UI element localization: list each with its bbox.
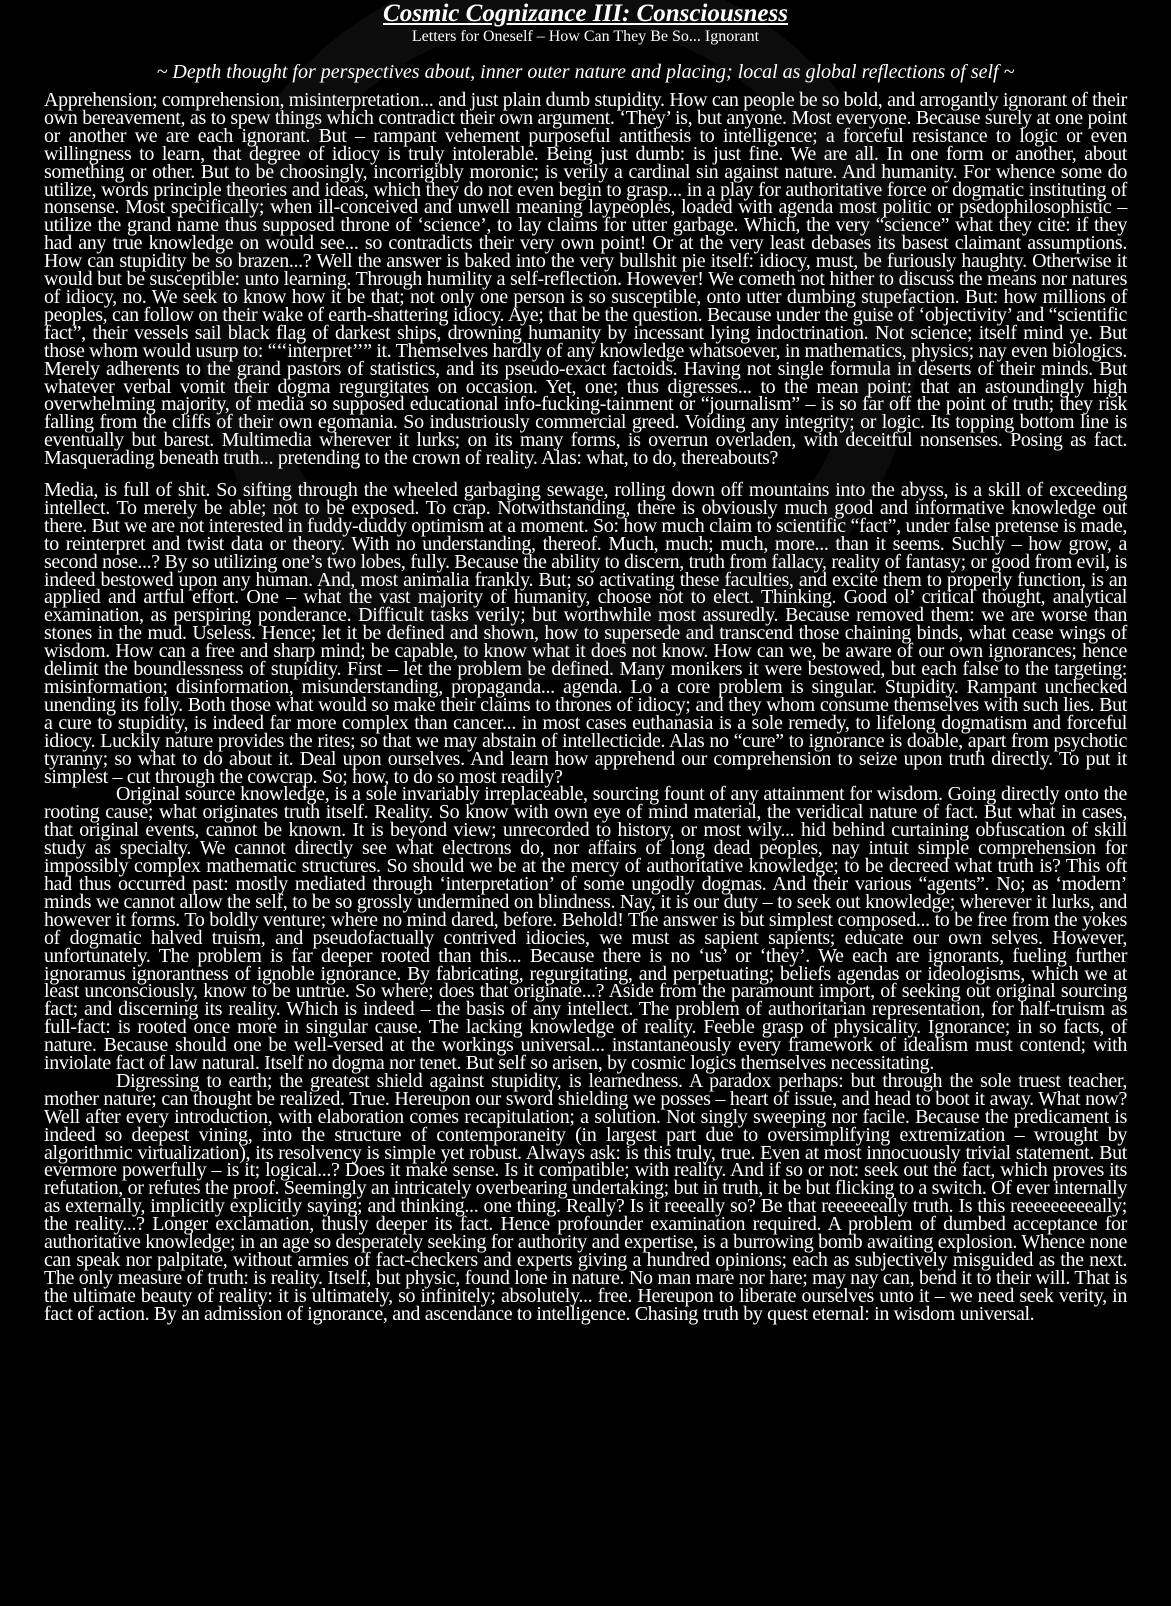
page-title: Cosmic Cognizance III: Consciousness	[383, 0, 788, 27]
paragraph-3: Original source knowledge, is a sole invariably irreplaceable, sourcing fount of any attainment for wisdom. Going directly onto the rooting cause; what originates truth itself. Reality. So know with own eye of mind material, the veridical nature of fact. But what in cases, that original events, cannot be known. It is beyond view; unrecorded to history, or most wily... hid behind curtaining obfuscation of skill study as specialty. We cannot directly see what electrons do, nor affairs of long dead peoples, nay intuit simple comprehension for impossibly complex mathematic structures. So should we be at the mercy of authoritative knowledge; to be decreed what truth is? This oft had thus occurred past: mostly mediated through ‘interpretation’ of some ungodly dogmas. And their various “agents”. No; as ‘modern’ minds we cannot allow the self, to be so grossly undermined on blindness. Nay, it is our duty – to seek out knowledge; wherever it lurks, and however it forms. To boldly venture; where no mind dared, before. Behold! The answer is but simplest composed... to be free from the yokes of dogmatic halved truism, and pseudofactually contrived idiocies, we must as sapient sapients; educate our own selves. However, unfortunately. The problem is far deeper rooted than this... Because there is no ‘us’ or ‘they’. We each are ignorants, fueling further ignoramus ignorantness of ignoble ignorance. By fabricating, regurgitating, and perpetuating; beliefs agendas or ideologisms, which we at least unconsciously, know to be untrue. So where; does that originate...? Aside from the paramount import, of seeking out original sourcing fact; and discerning its reality. Which is indeed – the basis of any intellect. The problem of authoritarian representation, for half-truism as full-fact: is rooted once more in singular cause. The lacking knowledge of reality. Feeble grasp of physicality. Ignorance; in so facts, of nature. Because should one be well-versed at the workings universal... instantaneously every framework of idealism must contend; with inviolate fact of law natural. Itself no dogma nor tenet. But self so arisen, by cosmic logics themselves necessitating.	[44, 783, 1127, 1075]
page-subtitle: Letters for Oneself – How Can They Be So... Ignorant	[411, 28, 760, 45]
page-tagline: ~ Depth thought for perspectives about, inner outer nature and placing; local as global reflections of self ~	[156, 61, 1015, 83]
paragraph-4: Digressing to earth; the greatest shield against stupidity, is learnedness. A paradox perhaps: but through the sole truest teacher, mother nature; can thought be realized. True. Hereupon our sword shielding we posses – heart of issue, and head to boot it away. What now? Well after every introduction, with elaboration comes recapitulation; a solution. Not singly sweeping nor facile. Because the predicament is indeed so deepest vining, into the structure of contemporaneity (in largest part due to oversimplifying extremization – wrought by algorithmic virtualization), its resolvency is simple yet robust. Always ask: is this truly, true. Even at most innocuously trivial statement. But evermore powerfully – is it; logical...? Does it make sense. Is it compatible; with reality. And if so or not: seek out the fact, which proves its refutation, or refutes the proof. Seemingly an intricately overbearing undertaking; but in truth, it be but flicking to a switch. Of ever internally as externally, implicitly explicitly saying; and thinking... one thing. Really? Is it reeeally so? Be that reeeeeeally truth. Is this reeeeeeeeeally; the reality...? Longer exclamation, thusly deeper its fact. Hence profounder examination required. A problem of dumbed acceptance for authoritative knowledge; in an age so desperately seeking for authority and expertise, is a burrowing bomb awaiting explosion. Whence none can speak nor palpitate, without armies of fact-checkers and experts giving a hundred opinions; each as subjectively misguided as the next. The only measure of truth: is reality. Itself, but physic, found lone in nature. No man mare nor hare; may nay can, bend it to their will. That is the ultimate beauty of reality: it is ultimately, so infinitely; absolutely... free. Hereupon to liberate ourselves unto it – we need seek verity, in fact of action. By an admission of ignorance, and ascendance to intelligence. Chasing truth by quest eternal: in wisdom universal.	[44, 1069, 1127, 1325]
paragraph-2: Media, is full of shit. So sifting through the wheeled garbaging sewage, rolling down off mountains into the abyss, is a skill of exceeding intellect. To merely be able; not to be exposed. To crap. Notwithstanding, there is obviously much good and informative knowledge out there. But we are not interested in fuddy-duddy optimism at a moment. So: how much claim to scientific “fact”, under false pretense is made, to reinterpret and twist data or theory. With no understanding, thereof. Much, much; much, more... than it seems. Suchly – how grow, a second nose...? By so utilizing one’s two lobes, fully. Because the ability to discern, truth from fallacy, reality of fantasy; or good from evil, is indeed bestowed upon any human. And, most animalia frankly. But; so activating these faculties, and excite them to properly function, is an applied and artful effort. One – what the vast majority of humanity, choose not to elect. Thinking. Good ol’ critical thought, analytical examination, as perspiring ponderance. Difficult tasks verily; but worthwhile most assuredly. Because removed them: we are worse than stones in the mud. Useless. Hence; let it be defined and shown, how to supersede and transcend those chaining binds, what cease wings of wisdom. How can a free and sharp mind; be capable, to know what it does not know. How can we, be aware of our own ignorances; hence delimit the boundlessness of stupidity. First – let the problem be defined. Many monikers it were bestowed, but each false to the targeting: misinformation; disinformation, misunderstanding, propaganda... agenda. Lo a core problem is singular. Stupidity. Rampant unchecked unending its folly. Both those what would so make their claims to thrones of idiocy; and they whom consume themselves with such lies. But a cure to stupidity, is indeed far more complex than cancer... in most cases euthanasia is a sole remedy, to lifelong dogmatism and forceful idiocy. Luckily nature provides the rites; so that we may abstain of intellecticide. Alas no “cure” to ignorance is doable, apart from psychotic tyranny; so what to do about it. Deal upon ourselves. And learn how apprehend our comprehension to seize upon truth directly. To put it simplest – cut through the cowcrap. So; how, to do so most readily?	[44, 479, 1127, 788]
paragraph-1: Apprehension; comprehension, misinterpretation... and just plain dumb stupidity. How can people be so bold, and arrogantly ignorant of their own bereavement, as to spew things which contradict their own argument. ‘They’ is, but anyone. Most everyone. Because surely at one point or another we are each ignorant. But – rampant vehement purposeful antithesis to intelligence; a forceful resistance to logic or even willingness to learn, that degree of idiocy is truly intolerable. Being just dumb: is just fine. We are all. In one form or another, about something or other. But to be choosingly, incorrigibly moronic; is verily a cardinal sin against nature. And humanity. For whence some do utilize, words principle theories and ideas, which they do not even begin to grasp... in a play for authoritative force or dogmatic instituting of nonsense. Most specifically; when ill-conceived and unwell meaning laypeoples, loaded with agenda most politic or psedophilosophistic – utilize the grand name thus supposed throne of ‘science’, to lay claims for utter garbage. Which, the very “science” what they cite: if they had any true knowledge on would see... so contradicts their very own point! Or at the very least debases its basest claimant assumptions. How can stupidity be so brazen...? Well the answer is baked into the very bullshit pie itself: idiocy, must, be furiously haughty. Otherwise it would but be susceptible: unto learning. Through humility a self-reflection. However! We cometh not hither to discuss the means nor natures of idiocy, no. We seek to know how it be that; not only one person is so susceptible, onto utter dumbing stupefaction. But: how millions of peoples, can follow on their wake of earth-shattering idiocy. Aye; that be the question. Because under the guise of ‘objectivity’ and “scientific fact”, their vessels sail black flag of darkest ships, drowning humanity by incessant lying indoctrination. Not science; itself mind ye. But those whom would usurp to: “‘‘interpret’’” it. Themselves hardly of any knowledge whatsoever, in mathematics, physics; nay even biologics. Merely adherents to the grand pastors of statistics, and its pseudo-exact factoids. Having not single formula in deserts of their minds. But whatever verbal vomit their dogma regurgitates on occasion. Yet, one; thus digresses... to the mean point: that an astoundingly high overwhelming majority, of media so supposed educational info-fucking-tainment or “journalism” – is so far off the point of truth; they risk falling from the cliffs of their own egomania. So industriously commercial greed. Voiding any integrity; or logic. Its topping bottom line is eventually but barest. Multimedia wherever it lurks; on its many forms, is overrun overladen, with deceitful nonsenses. Posing as fact. Masquerading beneath truth... pretending to the crown of reality. Alas: what, to do, thereabouts?	[44, 89, 1127, 470]
